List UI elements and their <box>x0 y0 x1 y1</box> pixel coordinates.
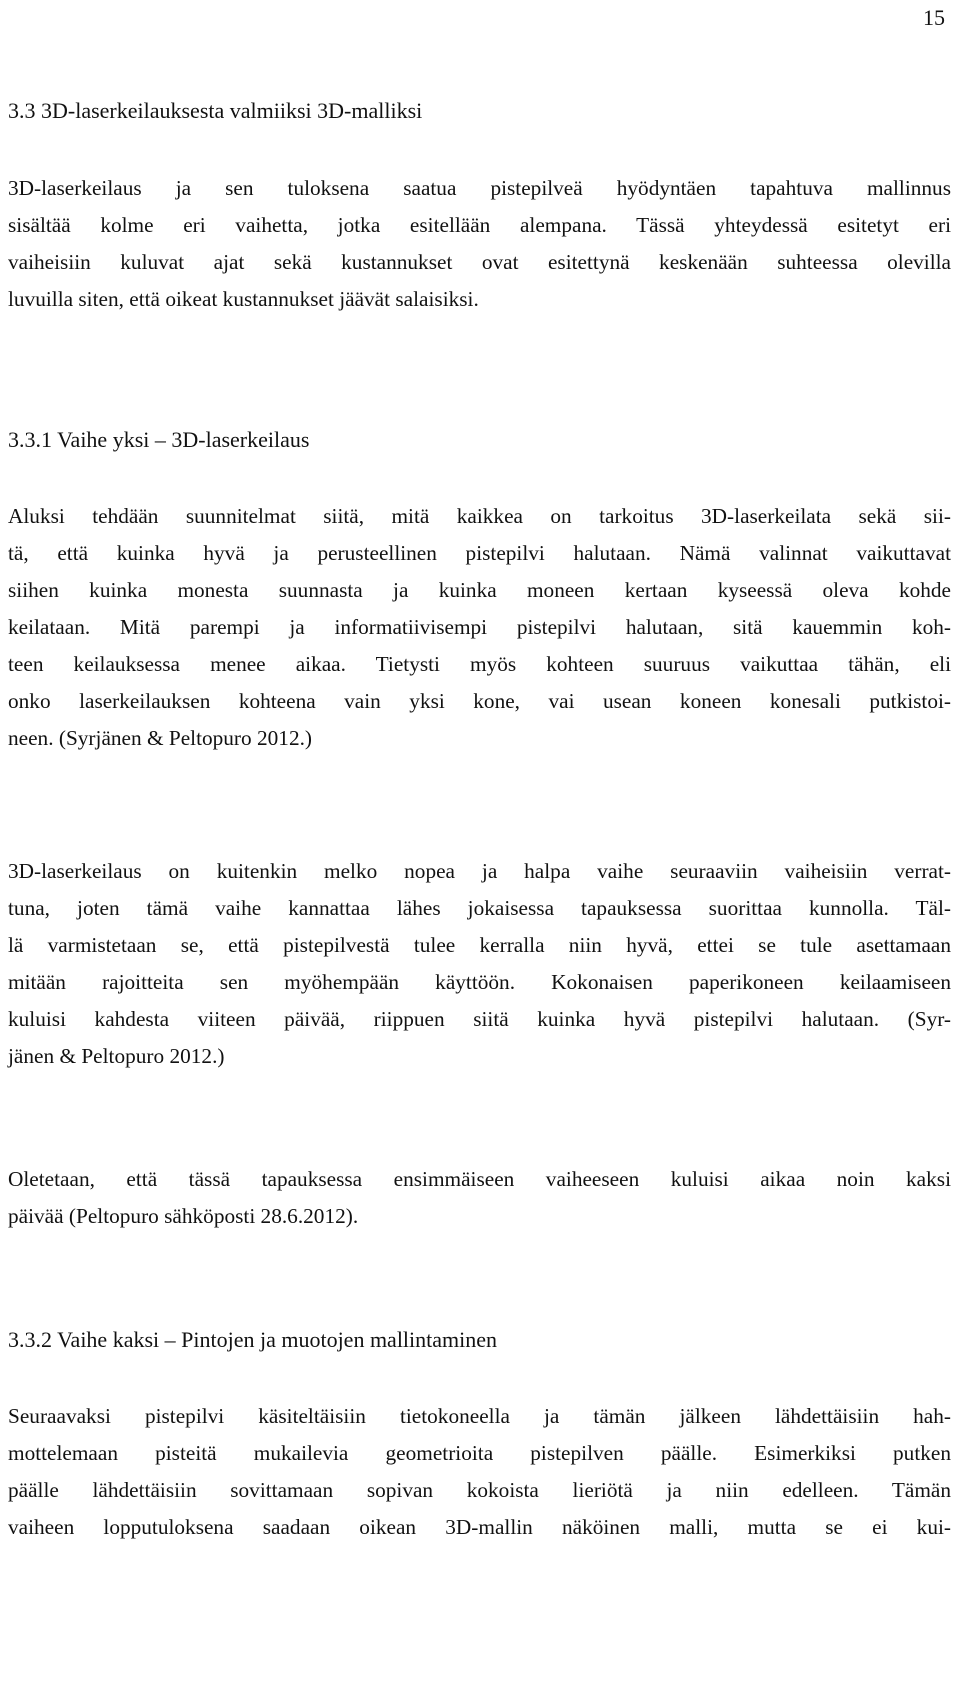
page-number: 15 <box>923 5 945 30</box>
text-line: Oletetaan, että tässä tapauksessa ensimmäiseen vaiheeseen kuluisi aikaa noin kaksi <box>8 1167 951 1191</box>
text-line: jänen & Peltopuro 2012.) <box>8 1044 225 1068</box>
text-line: lä varmistetaan se, että pistepilvestä tulee kerralla niin hyvä, ettei se tule asettamaan <box>8 933 951 957</box>
text-line: päivää (Peltopuro sähköposti 28.6.2012). <box>8 1204 359 1228</box>
subsection-heading-3-3-1: 3.3.1 Vaihe yksi – 3D-laserkeilaus <box>8 427 310 452</box>
text-line: tä, että kuinka hyvä ja perusteellinen pistepilvi halutaan. Nämä valinnat vaikuttavat <box>8 541 951 565</box>
paragraph-modeling <box>8 1398 951 1546</box>
paragraph-cost <box>8 853 951 1075</box>
text-line: Aluksi tehdään suunnitelmat siitä, mitä kaikkea on tarkoitus 3D-laserkeilata sekä sii- <box>8 504 951 528</box>
text-line: kuluisi kahdesta viiteen päivää, riippuen siitä kuinka hyvä pistepilvi halutaan. (Syr- <box>8 1007 951 1031</box>
text-line: päälle lähdettäisiin sovittamaan sopivan kokoista lieriötä ja niin edelleen. Tämän <box>8 1478 951 1502</box>
text-line: 3D-laserkeilaus ja sen tuloksena saatua pistepilveä hyödyntäen tapahtuva mallinnus <box>8 176 951 200</box>
section-heading-3-3: 3.3 3D-laserkeilauksesta valmiiksi 3D-malliksi <box>8 98 423 123</box>
text-line: Seuraavaksi pistepilvi käsiteltäisiin tietokoneella ja tämän jälkeen lähdettäisiin hah- <box>8 1404 951 1428</box>
text-line: onko laserkeilauksen kohteena vain yksi kone, vai usean koneen konesali putkistoi- <box>8 689 951 713</box>
text-line: keilataan. Mitä parempi ja informatiivisempi pistepilvi halutaan, sitä kauemmin koh- <box>8 615 951 639</box>
subsection-heading-3-3-2: 3.3.2 Vaihe kaksi – Pintojen ja muotojen mallintaminen <box>8 1327 498 1352</box>
text-line: luvuilla siten, että oikeat kustannukset jäävät salaisiksi. <box>8 287 479 311</box>
paragraph-assumption <box>8 1161 951 1235</box>
text-line: teen keilauksessa menee aikaa. Tietysti myös kohteen suuruus vaikuttaa tähän, eli <box>8 652 951 676</box>
text-line: vaiheen lopputuloksena saadaan oikean 3D-mallin näköinen malli, mutta se ei kui- <box>8 1515 951 1539</box>
text-line: mitään rajoitteita sen myöhempään käyttöön. Kokonaisen paperikoneen keilaamiseen <box>8 970 951 994</box>
paragraph-planning <box>8 498 951 757</box>
intro-paragraph <box>8 170 951 318</box>
text-line: neen. (Syrjänen & Peltopuro 2012.) <box>8 726 313 750</box>
text-line: vaiheisiin kuluvat ajat sekä kustannukset ovat esitettynä keskenään suhteessa olevilla <box>8 250 951 274</box>
text-line: 3D-laserkeilaus on kuitenkin melko nopea ja halpa vaihe seuraaviin vaiheisiin verrat- <box>8 859 951 883</box>
text-line: siihen kuinka monesta suunnasta ja kuinka moneen kertaan kyseessä oleva kohde <box>8 578 951 602</box>
text-line: sisältää kolme eri vaihetta, jotka esitellään alempana. Tässä yhteydessä esitetyt eri <box>8 213 951 237</box>
text-line: tuna, joten tämä vaihe kannattaa lähes jokaisessa tapauksessa suorittaa kunnolla. Täl- <box>8 896 951 920</box>
text-line: mottelemaan pisteitä mukailevia geometrioita pistepilven päälle. Esimerkiksi putken <box>8 1441 951 1465</box>
